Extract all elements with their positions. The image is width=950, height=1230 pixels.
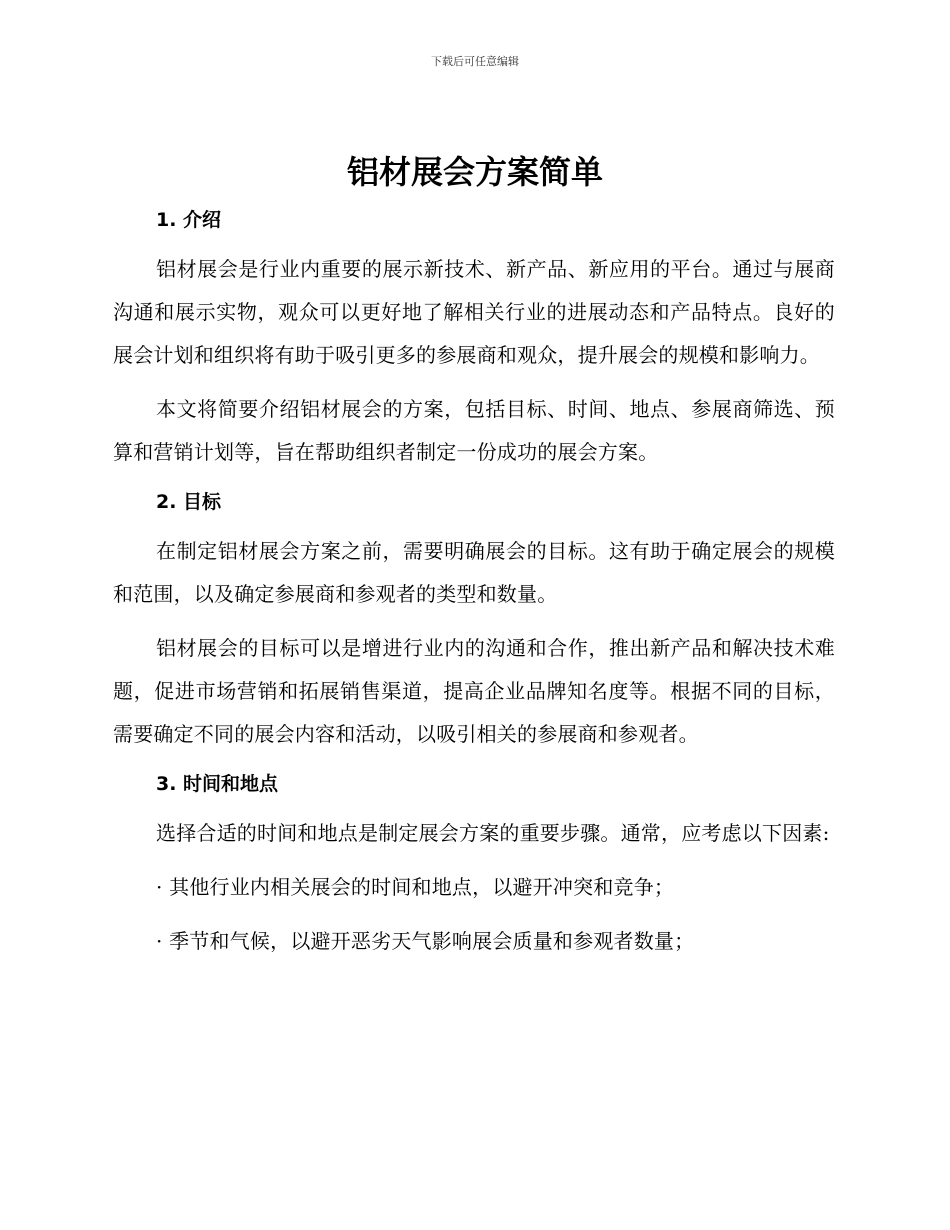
paragraph: 在制定铝材展会方案之前，需要明确展会的目标。这有助于确定展会的规模和范围，以及确定参展商和参观者的类型和数量。 [113, 539, 835, 606]
paragraph: 本文将简要介绍铝材展会的方案，包括目标、时间、地点、参展商筛选、预算和营销计划等，旨在帮助组织者制定一份成功的展会方案。 [113, 397, 835, 464]
document-body [113, 203, 835, 963]
paragraph: 铝材展会是行业内重要的展示新技术、新产品、新应用的平台。通过与展商沟通和展示实物，观众可以更好地了解相关行业的进展动态和产品特点。良好的展会计划和组织将有助于吸引更多的参展商和观众，提升展会的规模和影响力。 [113, 257, 835, 367]
document-title: 铝材展会方案简单 [346, 153, 603, 191]
paragraph: 选择合适的时间和地点是制定展会方案的重要步骤。通常，应考虑以下因素: [156, 821, 830, 845]
list-item: · 其他行业内相关展会的时间和地点，以避开冲突和竞争； [156, 875, 675, 899]
page-header: 下载后可任意编辑 [431, 55, 519, 68]
section-heading-intro: 1. 介绍 [156, 209, 222, 231]
section-heading-goals: 2. 目标 [156, 491, 222, 513]
list-item: · 季节和气候，以避开恶劣天气影响展会质量和参观者数量； [156, 929, 695, 953]
paragraph: 铝材展会的目标可以是增进行业内的沟通和合作，推出新产品和解决技术难题，促进市场营销和拓展销售渠道，提高企业品牌知名度等。根据不同的目标，需要确定不同的展会内容和活动，以吸引相关的参展商和参观者。 [113, 636, 835, 746]
section-heading-time-location: 3. 时间和地点 [156, 773, 279, 795]
